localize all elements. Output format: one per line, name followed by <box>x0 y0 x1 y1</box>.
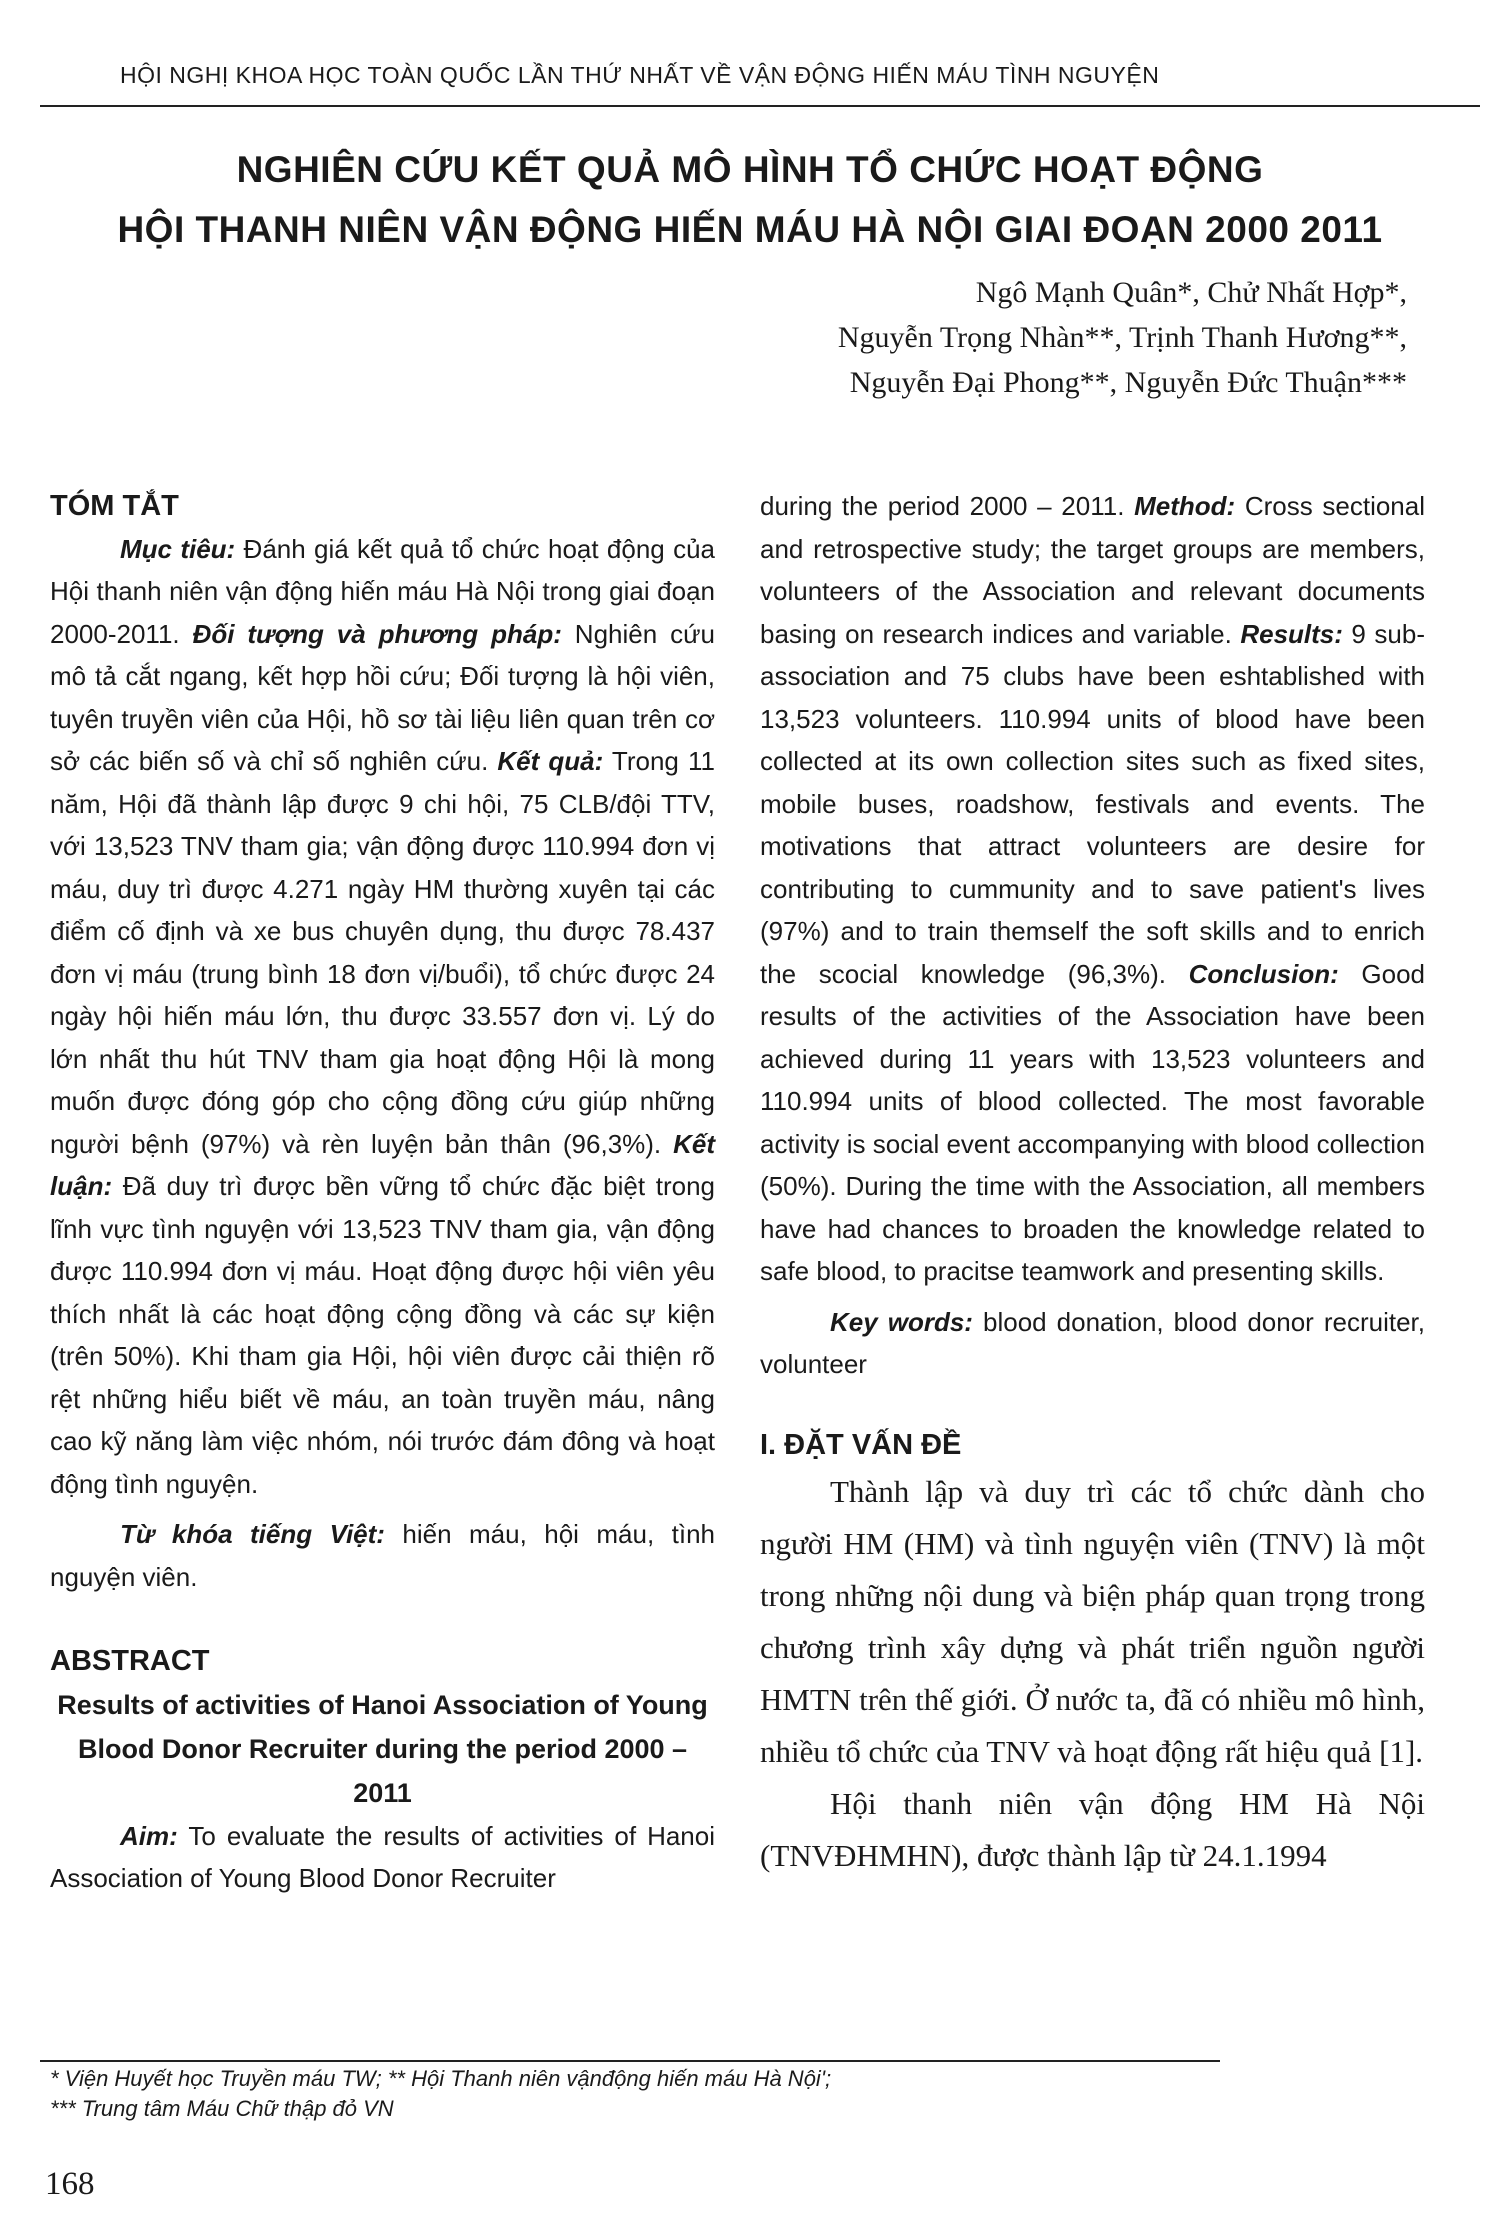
title-line-1: NGHIÊN CỨU KẾT QUẢ MÔ HÌNH TỔ CHỨC HOẠT ĐỘNG <box>236 149 1264 190</box>
paragraph: Hội thanh niên vận động HM Hà Nội (TNVĐHMHN), được thành lập từ 24.1.1994 <box>760 1786 1425 1873</box>
abstract-title: Results of activities of Hanoi Association of Young Blood Donor Recruiter during the period 2000 – 2011 <box>57 1689 708 1808</box>
summary-vi-text: Mục tiêu: Đánh giá kết quả tổ chức hoạt động của Hội thanh niên vận động hiến máu Hà Nội trong giai đoạn 2000-2011. Đối tượng và phương pháp: Nghiên cứu mô tả cắt ngang, kết hợp hồi cứu; Đối tượng là hội viên, tuyên truyền viên của Hội, hồ sơ tài liệu liên quan trên cơ sở các biến số và chỉ số nghiên cứu. Kết quả: Trong 11 năm, Hội đã thành lập được 9 chi hội, 75 CLB/đội TTV, với 13,523 TNV tham gia; vận động được 110.994 đơn vị máu, duy trì được 4.271 ngày HM thường xuyên tại các điểm cố định và xe bus chuyên dụng, thu được 78.437 đơn vị máu (trung bình 18 đơn vị/buổi), tổ chức được 24 ngày hội hiến máu lớn, thu được 33.557 đơn vị. Lý do lớn nhất thu hút TNV tham gia hoạt động Hội là mong muốn được đóng góp cho cộng đồng cứu giúp những người bệnh (97%) và rèn luyện bản thân (96,3%). Kết luận: Đã duy trì được bền vững tổ chức đặc biệt trong lĩnh vực tình nguyện với 13,523 TNV tham gia, vận động được 110.994 đơn vị máu. Hoạt động được hội viên yêu thích nhất là các hoạt động cộng đồng và các sự kiện (trên 50%). Khi tham gia Hội, hội viên được cải thiện rõ rệt những hiểu biết về máu, an toàn truyền máu, nâng cao kỹ năng làm việc nhóm, nói trước đám đông và hoạt động tình nguyện. <box>50 533 716 1499</box>
author-list <box>507 270 1407 405</box>
abstract-heading: ABSTRACT <box>50 1645 210 1677</box>
author-line: Ngô Mạnh Quân*, Chử Nhất Hợp*, <box>975 276 1407 309</box>
paragraph: Thành lập và duy trì các tổ chức dành cho người HM (HM) và tình nguyện viên (TNV) là một trong những nội dung và biện pháp quan trọng trong chương trình xây dựng và phát triển nguồn người HMTN trên thế giới. Ở nước ta, đã có nhiều mô hình, nhiều tổ chức của TNV và hoạt động rất hiệu quả [1]. <box>760 1474 1425 1769</box>
right-column <box>760 485 1425 1882</box>
page-number: 168 <box>45 2166 95 2202</box>
results-label-en: Results: <box>1240 618 1343 649</box>
keywords-en: Key words: blood donation, blood donor recruiter, volunteer <box>760 1306 1425 1379</box>
method-label: Đối tượng và phương pháp: <box>192 618 562 649</box>
conclusion-label: Kết luận: <box>50 1128 715 1201</box>
author-line: Nguyễn Đại Phong**, Nguyễn Đức Thuận*** <box>849 366 1407 399</box>
conclusion-label-en: Conclusion: <box>1188 958 1339 989</box>
footnote: * Viện Huyết học Truyền máu TW; ** Hội Thanh niên vậnđộng hiến máu Hà Nội'; <box>50 2066 832 2091</box>
section-heading: I. ĐẶT VẤN ĐỀ <box>760 1428 962 1461</box>
footnote-rule <box>40 2060 1220 2062</box>
abstract-aim: Aim: To evaluate the results of activities of Hanoi Association of Young Blood Donor Recruiter <box>50 1820 715 1893</box>
footnote: *** Trung tâm Máu Chữ thập đỏ VN <box>50 2096 394 2121</box>
author-line: Nguyễn Trọng Nhàn**, Trịnh Thanh Hương**, <box>837 321 1407 354</box>
header-rule <box>40 105 1480 107</box>
aim-label: Mục tiêu: <box>120 533 236 564</box>
abstract-en-text: during the period 2000 – 2011. Method: Cross sectional and retrospective study; the target groups are members, volunteers of the Association and relevant documents basing on research indices and variable. Results: 9 sub-association and 75 clubs have been eshtablished with 13,523 volunteers. 110.994 units of blood have been collected at its own collection sites such as fixed sites, mobile buses, roadshow, festivals and events. The motivations that attract volunteers are desire for contributing to cummunity and to save patient's lives (97%) and to train themself the soft skills and to enrich the scocial knowledge (96,3%). Conclusion: Good results of the activities of the Association have been achieved during 11 years with 13,523 volunteers and 110.994 units of blood collected. The most favorable activity is social event accompanying with blood collection (50%). During the time with the Association, all members have had chances to broaden the knowledge related to safe blood, to pracitse teamwork and presenting skills. <box>760 491 1425 1286</box>
summary-heading: TÓM TẮT <box>50 490 179 522</box>
section-body <box>760 1466 1425 1882</box>
paper-title <box>100 140 1400 260</box>
keywords-vi: Từ khóa tiếng Việt: hiến máu, hội máu, tình nguyện viên. <box>50 1519 715 1592</box>
title-line-2: HỘI THANH NIÊN VẬN ĐỘNG HIẾN MÁU HÀ NỘI GIAI ĐOẠN 2000 2011 <box>117 209 1383 250</box>
results-label: Kết quả: <box>497 746 604 776</box>
running-header: HỘI NGHỊ KHOA HỌC TOÀN QUỐC LẦN THỨ NHẤT VỀ VẬN ĐỘNG HIẾN MÁU TÌNH NGUYỆN <box>120 62 1160 88</box>
left-column <box>50 485 715 1900</box>
method-label-en: Method: <box>1134 491 1236 521</box>
